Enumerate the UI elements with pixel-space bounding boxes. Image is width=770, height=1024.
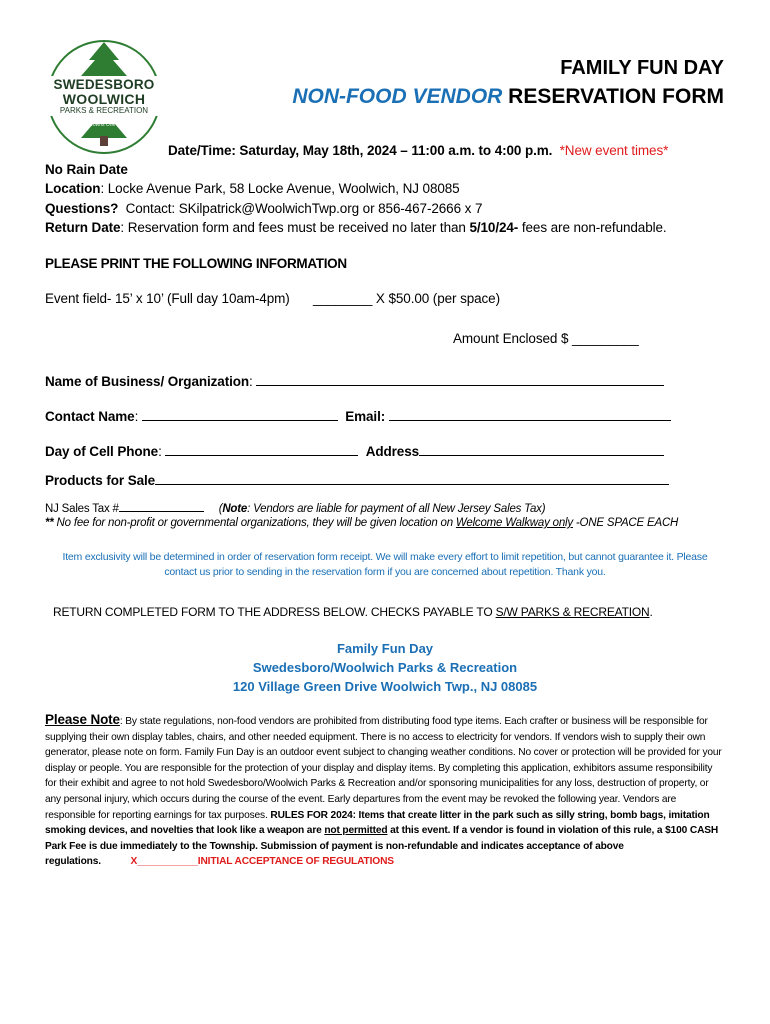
mailing-address [0,639,770,696]
event-field-label: Event field- 15’ x 10’ (Full day 10am-4pm) [45,291,290,306]
nonprofit-stars: ** [45,517,54,529]
note-lead: Please Note [45,712,120,727]
questions-value: Contact: SKilpatrick@WoolwichTwp.org or 856-467-2666 x 7 [125,201,483,216]
nonprofit-place: Welcome Walkway only [455,517,573,529]
nonprofit-tail: -ONE SPACE EACH [572,517,679,529]
email-label: Email: [345,409,386,424]
sales-tax-row: NJ Sales Tax # (Note: Vendors are liable for payment of all New Jersey Sales Tax) [45,499,545,515]
return-instructions-text: RETURN COMPLETED FORM TO THE ADDRESS BELOW. CHECKS PAYABLE TO [53,605,496,619]
address-label: Address [365,444,420,459]
parks-recreation-logo [45,38,163,156]
products-field[interactable] [155,470,669,485]
form-title-line1: FAMILY FUN DAY [560,57,724,79]
initial-acceptance[interactable]: X___________INITIAL ACCEPTANCE OF REGULATIONS [130,856,394,868]
return-date: 5/10/24- [469,220,519,235]
contact-label: Contact Name [45,409,135,424]
products-row [45,470,669,488]
location-value: : Locke Avenue Park, 58 Locke Avenue, Woolwich, NJ 08085 [100,181,460,196]
mailing-line1: Family Fun Day [336,641,434,656]
sales-tax-field[interactable] [119,499,204,512]
event-datetime [168,143,668,158]
location-label: Location [45,181,101,196]
mailing-line2: Swedesboro/Woolwich Parks & Recreation [252,660,518,675]
business-field[interactable] [256,371,664,386]
sales-tax-label: NJ Sales Tax # [45,503,119,515]
amount-enclosed[interactable]: Amount Enclosed $ _________ [453,331,639,346]
logo-line2: WOOLWICH [62,91,146,107]
datetime-note: *New event times* [559,143,669,158]
business-label: Name of Business/ Organization [45,374,250,389]
return-instructions [53,605,653,619]
logo-line3: PARKS & RECREATION [59,106,149,115]
note-not-permitted: not permitted [324,825,388,837]
form-title-line2 [292,85,724,109]
event-return-date [45,220,667,235]
exclusivity-note [40,550,730,580]
address-field[interactable] [419,441,664,456]
exclusivity-line1: Item exclusivity will be determined in order of reservation form receipt. We will make every effort to limit repetition, but cannot guarantee it. Please [62,551,708,563]
phone-label: Day of Cell Phone [45,444,159,459]
event-questions [45,201,482,216]
phone-field[interactable] [165,441,358,456]
return-value: : Reservation form and fees must be received no later than [120,220,470,235]
phone-address-row: Day of Cell Phone: Address [45,441,664,459]
questions-label: Questions? [45,201,119,216]
contact-field[interactable] [142,406,338,421]
sales-tax-note: : Vendors are liable for payment of all New Jersey Sales Tax) [247,503,546,515]
note-body: By state regulations, non-food vendors are prohibited from distributing food type items. Each crafter or business will be responsible for supplying their own display tables, chairs, and other needed equipment. There is no access to electricity for vendors. If vendors wish to supply their own generator, please note on form. Family Fun Day is an outdoor event subject to changing weather conditions. No cover or protection will be provided for your display or people. You are responsible for the protection of your display and display items. By completing this application, exhibitors assume responsibility for their exhibit and agree to not hold Swedesboro/Woolwich Parks & Recreation and/or sponsoring municipalities for any loss, destruction of property, or any personal injury, which occurs during the course of the event. Early departures from the event may be revoked the following year. Vendors are responsible for reporting earnings for tax purposes. [45,716,722,821]
return-tail: fees are non-refundable. [518,220,667,235]
datetime-label: Date/Time [168,143,232,158]
products-label: Products for Sale [45,473,156,488]
print-info-heading: PLEASE PRINT THE FOLLOWING INFORMATION [45,256,347,271]
no-rain-date: No Rain Date [45,162,128,177]
sales-tax-note-label: Note [222,503,248,515]
contact-row: Contact Name: Email: [45,406,671,424]
mailing-line3: 120 Village Green Drive Woolwich Twp., NJ 08085 [232,679,538,694]
return-instructions-tail: . [649,605,653,619]
email-field[interactable] [389,406,671,421]
title-rest: RESERVATION FORM [502,85,724,108]
title-highlight: NON-FOOD VENDOR [292,85,503,108]
regulations-note [45,712,725,870]
return-payee: S/W PARKS & RECREATION [495,605,650,619]
business-row: Name of Business/ Organization: [45,371,664,389]
nonprofit-text: No fee for non-profit or governmental organizations, they will be given location on [53,517,456,529]
datetime-value: : Saturday, May 18th, 2024 – 11:00 a.m. to 4:00 p.m. [231,143,553,158]
nonprofit-note [45,517,678,529]
event-field-price[interactable]: ________ X $50.00 (per space) [313,291,500,306]
logo-line1: SWEDESBORO [53,77,155,92]
note-rules-b: at this event. If a vendor is found in violation of this rule, a $100 CASH Park Fee is due immediately to the Township. Submission of payment is non-refundable and indicates acceptance of above regulations. [45,825,719,868]
note-rules-a: RULES FOR 2024: Items that create litter in the park such as silly string, bomb bags, imitation smoking devices, and novelties that look like a weapon are [45,809,710,837]
exclusivity-line2: contact us prior to sending in the reservation form if you are concerned about repetition. Thank you. [164,566,606,578]
return-label: Return Date [45,220,121,235]
note-colon: : [119,716,123,727]
logo-tagline: Two Towns One Spirit [79,122,129,128]
event-location [45,181,460,196]
